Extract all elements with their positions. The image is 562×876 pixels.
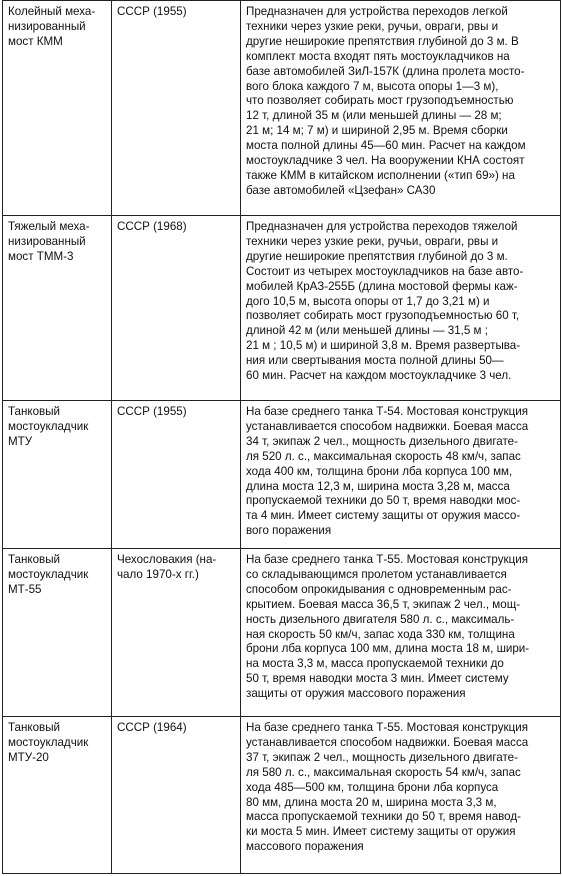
vehicle-name-cell: Колейный меха- низированный мост КММ <box>3 1 112 216</box>
bridge-layers-table <box>2 0 561 874</box>
origin-cell: СССР (1964) <box>112 717 241 874</box>
description-cell: На базе среднего танка Т-54. Мостовая конструкция устанавливается способом надвижки. Боевая масса 34 т, экипаж 2 чел., мощность дизельного двигате- ля 520 л. с., максимальная скорость 48 км/ч, запас хода 400 км, толщина брони лба корпуса 100 мм, длина моста 12,3 м, ширина моста 3,28 м, масса пропускаемой техники до 50 т, время наводки мос- та 4 мин. Имеет систему защиты от оружия массо- вого поражения <box>241 401 561 549</box>
table-row <box>3 549 561 717</box>
description-cell: На базе среднего танка Т-55. Мостовая конструкция устанавливается способом надвижки. Боевая масса 37 т, экипаж 2 чел., мощность дизельного двигате- ля 580 л. с., максимальная скорость 54 км/ч, запас хода 485—500 км, толщина брони лба корпуса 80 мм, длина моста 20 м, ширина моста 3,3 м, масса пропускаемой техники до 50 т, время навод- ки моста 5 мин. Имеет систему защиты от оружия массового поражения <box>241 717 561 874</box>
table-row <box>3 401 561 549</box>
table-row <box>3 717 561 874</box>
origin-cell: СССР (1955) <box>112 1 241 216</box>
origin-cell: Чехословакия (на- чало 1970-х гг.) <box>112 549 241 717</box>
vehicle-name-cell: Танковый мостоукладчик МТ-55 <box>3 549 112 717</box>
table-row <box>3 216 561 401</box>
table-row <box>3 1 561 216</box>
vehicle-name-cell: Танковый мостоукладчик МТУ-20 <box>3 717 112 874</box>
description-cell: На базе среднего танка Т-55. Мостовая конструкция со складывающимся пролетом устанавливается способом опрокидывания с одновременным рас- крытием. Боевая масса 36,5 т, экипаж 2 чел., мощ- ность дизельного двигателя 580 л. с., максималь- ная скорость 50 км/ч, запас хода 330 км, толщина брони лба корпуса 100 мм, длина моста 18 м, шири- на моста 3,3 м, масса пропускаемой техники до 50 т, время наводки моста 3 мин. Имеет систему защиты от оружия массового поражения <box>241 549 561 717</box>
vehicle-name-cell: Тяжелый меха- низированный мост ТММ-3 <box>3 216 112 401</box>
origin-cell: СССР (1968) <box>112 216 241 401</box>
vehicle-name-cell: Танковый мостоукладчик МТУ <box>3 401 112 549</box>
origin-cell: СССР (1955) <box>112 401 241 549</box>
description-cell: Предназначен для устройства переходов легкой техники через узкие реки, ручьи, овраги, рвы и другие неширокие препятствия глубиной до 3 м. В комплект моста входят пять мостоукладчиков на базе автомобилей ЗиЛ-157К (длина пролета мосто- вого блока каждого 7 м, высота опоры 1—3 м), что позволяет собирать мост грузоподъемностью 12 т, длиной 35 м (или меньшей длины — 28 м; 21 м; 14 м; 7 м) и шириной 2,95 м. Время сборки моста полной длины 45—60 мин. Расчет на каждом мостоукладчике 3 чел. На вооружении КНА состоят также КММ в китайском исполнении («тип 69») на базе автомобилей «Цзефан» СА30 <box>241 1 561 216</box>
description-cell: Предназначен для устройства переходов тяжелой техники через узкие реки, ручьи, овраги, рвы и другие неширокие препятствия глубиной до 3 м. Состоит из четырех мостоукладчиков на базе авто- мобилей КрАЗ-255Б (длина мостовой фермы каж- дого 10,5 м, высота опоры от 1,7 до 3,21 м) и позволяет собирать мост грузоподъемностью 60 т, длиной 42 м (или меньшей длины — 31,5 м ; 21 м ; 10,5 м) и шириной 3,8 м. Время развертыва- ния или свертывания моста полной длины 50— 60 мин. Расчет на каждом мостоукладчике 3 чел. <box>241 216 561 401</box>
